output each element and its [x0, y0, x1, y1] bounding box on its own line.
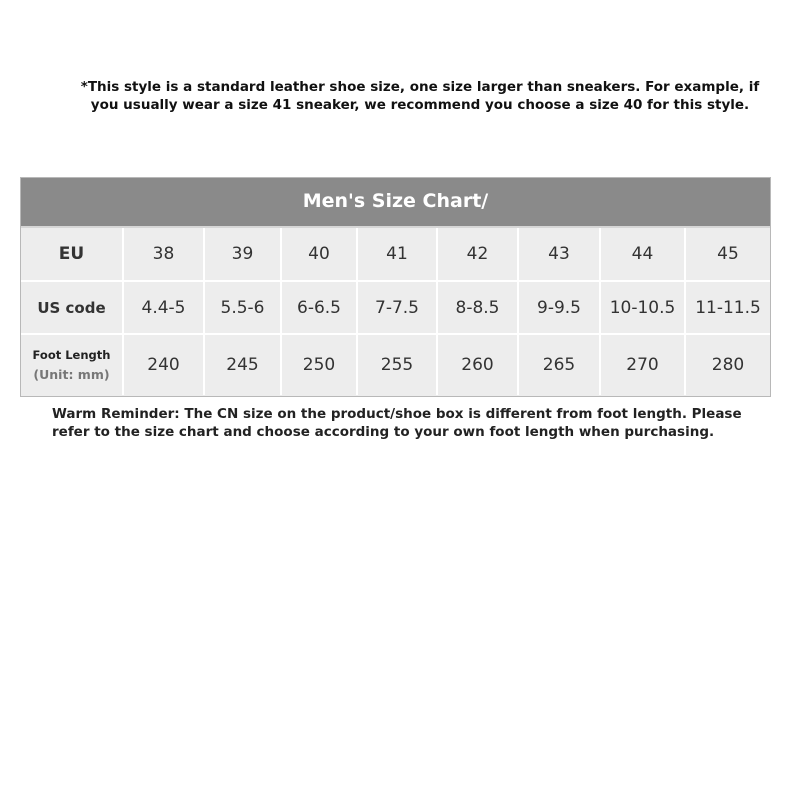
- eu-row-label: EU: [21, 227, 123, 281]
- us-row-label: US code: [21, 281, 123, 334]
- foot-length-cell: 255: [357, 334, 437, 395]
- foot-length-cell: 280: [685, 334, 770, 395]
- eu-size-cell: 39: [204, 227, 281, 281]
- eu-size-row: [21, 227, 770, 281]
- foot-length-unit-label: (Unit: mm): [33, 367, 110, 382]
- us-size-cell: 9-9.5: [518, 281, 600, 334]
- size-chart-title: Men's Size Chart/: [21, 178, 770, 226]
- eu-size-cell: 43: [518, 227, 600, 281]
- eu-size-cell: 42: [437, 227, 518, 281]
- style-size-note: *This style is a standard leather shoe size, one size larger than sneakers. For example, if you usually wear a size 41 sneaker, we recommend you choose a size 40 for this style.: [80, 79, 760, 113]
- eu-size-cell: 44: [600, 227, 685, 281]
- foot-length-cell: 240: [123, 334, 204, 395]
- foot-length-cell: 245: [204, 334, 281, 395]
- foot-length-row-label: [21, 334, 123, 395]
- size-table: [21, 226, 770, 395]
- us-size-cell: 10-10.5: [600, 281, 685, 334]
- us-size-cell: 11-11.5: [685, 281, 770, 334]
- eu-size-cell: 38: [123, 227, 204, 281]
- foot-length-cell: 250: [281, 334, 357, 395]
- eu-size-cell: 45: [685, 227, 770, 281]
- foot-length-cell: 260: [437, 334, 518, 395]
- eu-size-cell: 40: [281, 227, 357, 281]
- foot-length-cell: 265: [518, 334, 600, 395]
- us-size-cell: 4.4-5: [123, 281, 204, 334]
- size-chart: [20, 177, 771, 397]
- warm-reminder-note: Warm Reminder: The CN size on the product/shoe box is different from foot length. Please refer to the size chart and choose according to your own foot length when purchasing.: [52, 406, 742, 440]
- foot-length-row: [21, 334, 770, 395]
- foot-length-label: Foot Length: [32, 348, 111, 362]
- eu-size-cell: 41: [357, 227, 437, 281]
- us-size-cell: 6-6.5: [281, 281, 357, 334]
- us-size-cell: 5.5-6: [204, 281, 281, 334]
- us-size-cell: 7-7.5: [357, 281, 437, 334]
- us-size-cell: 8-8.5: [437, 281, 518, 334]
- us-size-row: [21, 281, 770, 334]
- foot-length-cell: 270: [600, 334, 685, 395]
